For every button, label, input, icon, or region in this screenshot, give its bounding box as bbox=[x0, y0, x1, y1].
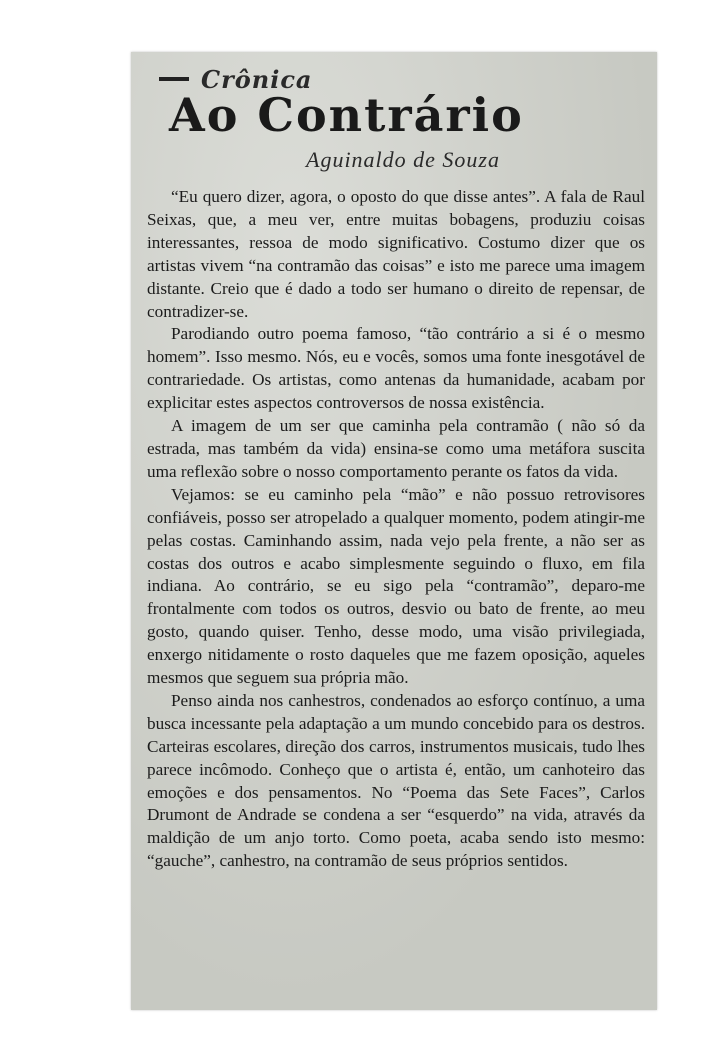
paragraph-5: Penso ainda nos canhestros, condenados ao esforço contínuo, a uma busca incessante pela adaptação a um mundo concebido para os destros. Carteiras escolares, direção dos carros, instrumentos musicais, tudo lhes parece incômodo. Conheço que o artista é, então, um canhoteiro das emoções e dos pensamentos. No “Poema das Sete Faces”, Carlos Drumont de Andrade se condena a ser “esquerdo” na vida, através da maldição de um anjo torto. Como poeta, acaba sendo isto mesmo: “gauche”, canhestro, na contramão de seus próprios sentidos. bbox=[147, 690, 645, 871]
paragraph-2: Parodiando outro poema famoso, “tão contrário a si é o mesmo homem”. Isso mesmo. Nós, eu e vocês, somos uma fonte inesgotável de contrariedade. Os artistas, como antenas da humanidade, acabam por explicitar estes aspectos controversos de nossa existência. bbox=[147, 324, 645, 413]
section-label: Crônica bbox=[201, 64, 313, 94]
article-title: Ao Contrário bbox=[169, 88, 524, 142]
article-body bbox=[147, 186, 645, 873]
paragraph-4: Vejamos: se eu caminho pela “mão” e não possuo retrovisores confiáveis, posso ser atropelado a qualquer momento, podem atingir-me pelas costas. Caminhando assim, nada vejo pela frente, a não ser as costas dos outros e acabo simplesmente seguindo o fluxo, em fila indiana. Ao contrário, se eu sigo pela “contramão”, deparo-me frontalmente com todos os outros, desvio ou bato de frente, ao meu gosto, quando quiser. Tenho, desse modo, uma visão privilegiada, enxergo nitidamente o rosto daqueles que me fazem oposição, aqueles mesmos que seguem sua própria mão. bbox=[147, 484, 645, 688]
paragraph-1: “Eu quero dizer, agora, o oposto do que disse antes”. A fala de Raul Seixas, que, a meu ver, entre muitas bobagens, produziu coisas interessantes, ressoa de modo significativo. Costumo dizer que os artistas vivem “na contramão das coisas” e isto me parece uma imagem distante. Creio que é dado a todo ser humano o direito de repensar, de contradizer-se. bbox=[147, 187, 645, 321]
author-byline: Aguinaldo de Souza bbox=[306, 147, 500, 172]
section-dash bbox=[159, 77, 189, 81]
newspaper-clipping bbox=[131, 52, 657, 1010]
paragraph-3: A imagem de um ser que caminha pela contramão ( não só da estrada, mas também da vida) ensina-se como uma metáfora suscita uma reflexão sobre o nosso comportamento perante os fatos da vida. bbox=[147, 416, 645, 481]
